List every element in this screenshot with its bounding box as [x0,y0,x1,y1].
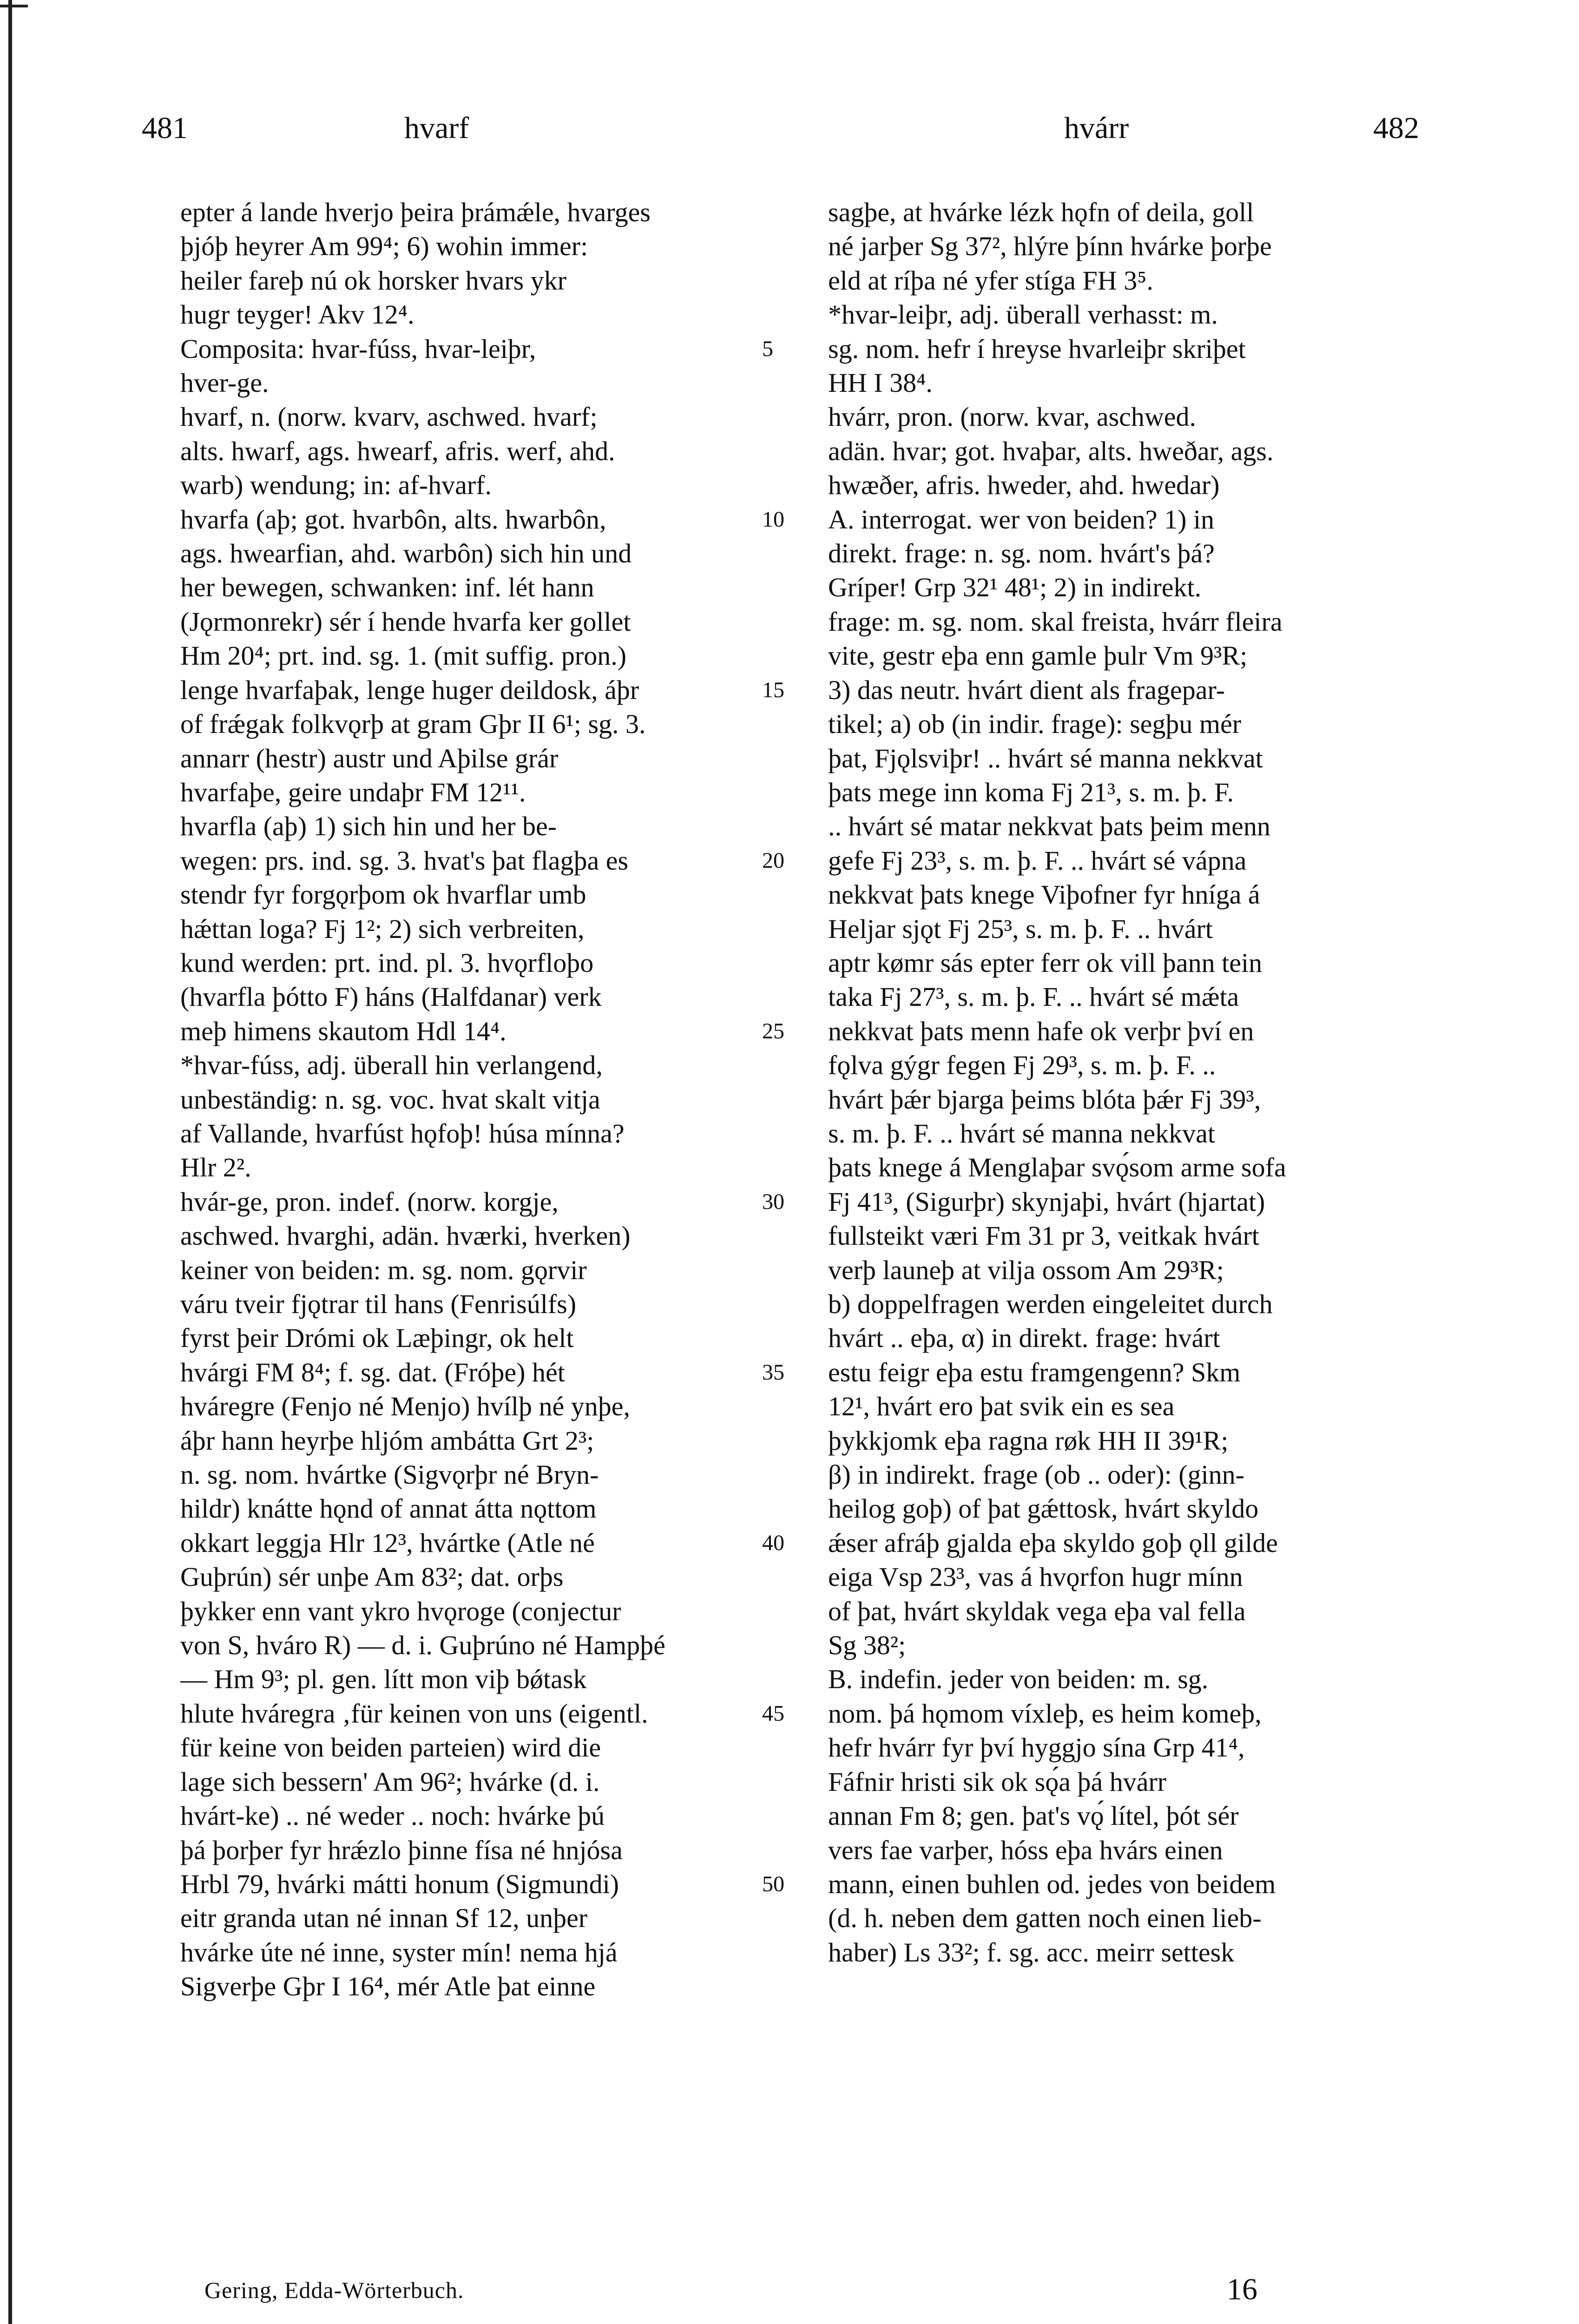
text-line: eld at ríþa né yfer stíga FH 3⁵. [828,265,1153,296]
text-line: þat, Fjǫlsviþr! .. hvárt sé manna nekkvat [828,743,1263,773]
text-line: kund werden: prt. ind. pl. 3. hvǫrfloþo [180,947,594,978]
text-line: af Vallande, hvarfúst hǫfoþ! húsa mínna? [180,1118,625,1149]
text-line: (d. h. neben dem gatten noch einen lieb- [828,1903,1262,1934]
text-line: heiler fareþ nú ok horsker hvars ykr [180,265,567,296]
left-page-number: 481 [142,111,188,145]
text-line: *hvar-fúss, adj. überall hin verlangend, [180,1050,603,1081]
text-line: tikel; a) ob (in indir. frage): segþu mér [828,709,1242,739]
text-line: Sigverþe Gþr I 16⁴, mér Atle þat einne [180,1971,596,2002]
text-line: fullsteikt væri Fm 31 pr 3, veitkak hvárt [828,1221,1259,1251]
text-line: — Hm 9³; pl. gen. lítt mon viþ bǿtask [180,1664,587,1695]
text-line: 12¹, hvárt ero þat svik ein es sea [828,1391,1175,1422]
text-line: HH I 38⁴. [828,368,933,398]
line-number: 25 [762,1018,784,1043]
text-line: Hlr 2². [180,1152,251,1183]
text-line: þá þorþer fyr hrǽzlo þinne físa né hnjósa [180,1835,623,1865]
text-line: of þat, hvárt skyldak vega eþa val fella [828,1596,1246,1626]
left-running-head: hvarf [404,111,469,145]
text-line: Heljar sjǫt Fj 25³, s. m. þ. F. .. hvárt [828,913,1213,944]
line-number: 20 [762,848,784,873]
signature-mark: Gering, Edda-Wörterbuch. [204,2277,464,2303]
text-line: hvárt þǽr bjarga þeims blóta þǽr Fj 39³, [828,1084,1261,1115]
text-line: sg. nom. hefr í hreyse hvarleiþr skriþet [828,333,1246,364]
text-line: Sg 38²; [828,1630,906,1661]
text-line: hvárke úte né inne, syster mín! nema hjá [180,1937,618,1967]
text-line: direkt. frage: n. sg. nom. hvárt's þá? [828,538,1215,569]
text-line: ǽser afráþ gjalda eþa skyldo goþ ǫll gilde [828,1527,1278,1558]
text-line: nom. þá hǫmom víxleþ, es heim komeþ, [828,1698,1262,1729]
text-line: þats mege inn koma Fj 21³, s. m. þ. F. [828,777,1234,807]
text-line: hefr hvárr fyr því hyggjo sína Grp 41⁴, [828,1732,1245,1763]
text-line: Hrbl 79, hvárki mátti honum (Sigmundi) [180,1868,619,1899]
text-line: taka Fj 27³, s. m. þ. F. .. hvárt sé mǽta [828,982,1239,1012]
text-line: eiga Vsp 23³, vas á hvǫrfon hugr mínn [828,1562,1243,1592]
text-line: þykkjomk eþa ragna røk HH II 39¹R; [828,1425,1229,1456]
text-line: þykker enn vant ykro hvǫroge (conjectur [180,1596,621,1626]
text-line: haber) Ls 33²; f. sg. acc. meirr settesk [828,1937,1235,1967]
text-line: annan Fm 8; gen. þat's vǫ́ lítel, þót sér [828,1801,1239,1831]
text-line: ags. hwearfian, ahd. warbôn) sich hin und [180,538,632,569]
text-line: hvár-ge, pron. indef. (norw. korgje, [180,1186,559,1217]
text-line: né jarþer Sg 37², hlýre þínn hvárke þorþe [828,231,1272,262]
text-line: vers fae varþer, hóss eþa hvárs einen [828,1835,1223,1865]
text-line: β) in indirekt. frage (ob .. oder): (ginn- [828,1459,1244,1490]
text-line: Gríper! Grp 32¹ 48¹; 2) in indirekt. [828,572,1202,603]
page-header [0,111,1579,148]
text-line: n. sg. nom. hvártke (Sigvǫrþr né Bryn- [180,1459,599,1490]
line-number: 30 [762,1189,784,1214]
text-line: alts. hwarf, ags. hwearf, afris. werf, ahd. [180,436,615,466]
text-line: sagþe, at hvárke lézk hǫfn of deila, goll [828,197,1254,227]
line-number: 35 [762,1360,784,1385]
line-number: 40 [762,1530,784,1555]
text-line: hvárt-ke) .. né weder .. noch: hvárke þú [180,1801,605,1831]
text-line: (Jǫrmonrekr) sér í hende hvarfa ker gollet [180,606,631,637]
scan-edge-line [8,0,12,2324]
text-line: nekkvat þats menn hafe ok verþr því en [828,1016,1254,1046]
text-line: heilog goþ) of þat gǽttosk, hvárt skyldo [828,1493,1259,1524]
text-line: hvárr, pron. (norw. kvar, aschwed. [828,402,1197,432]
text-line: mann, einen buhlen od. jedes von beidem [828,1868,1276,1899]
text-line: verþ launeþ at vilja ossom Am 29³R; [828,1254,1224,1285]
text-line: okkart leggja Hlr 12³, hvártke (Atle né [180,1527,595,1558]
text-line: hvarf, n. (norw. kvarv, aschwed. hvarf; [180,402,598,432]
text-line: stendr fyr forgǫrþom ok hvarflar umb [180,879,586,910]
text-line: aptr kømr sás epter ferr ok vill þann tein [828,947,1263,978]
text-line: eitr granda utan né innan Sf 12, unþer [180,1903,588,1934]
text-line: frage: m. sg. nom. skal freista, hvárr fleira [828,606,1283,637]
text-line: þats knege á Menglaþar svǫ́som arme sofa [828,1152,1286,1183]
right-running-head: hvárr [1064,111,1129,145]
line-number: 5 [762,336,773,361]
line-number: 50 [762,1871,784,1896]
text-line: unbeständig: n. sg. voc. hvat skalt vitja [180,1084,600,1115]
text-line: hvarfaþe, geire undaþr FM 12¹¹. [180,777,526,807]
text-line: von S, hváro R) — d. i. Guþrúno né Hampþé [180,1630,665,1661]
text-line: hvárt .. eþa, α) in direkt. frage: hvárt [828,1323,1220,1353]
text-line: Hm 20⁴; prt. ind. sg. 1. (mit suffig. pron.) [180,640,627,671]
text-line: hwæðer, afris. hweder, ahd. hwedar) [828,470,1220,501]
text-line: annarr (hestr) austr und Aþilse grár [180,743,559,773]
right-column [828,195,1400,1969]
text-line: adän. hvar; got. hvaþar, alts. hweðar, ags. [828,436,1274,466]
text-line: .. hvárt sé matar nekkvat þats þeim menn [828,811,1270,842]
text-line: lage sich bessern' Am 96²; hvárke (d. i. [180,1766,600,1797]
line-number: 45 [762,1701,784,1726]
text-line: A. interrogat. wer von beiden? 1) in [828,504,1215,535]
text-line: fǫlva gýgr fegen Fj 29³, s. m. þ. F. .. [828,1050,1216,1081]
text-line: váru tveir fjǫtrar til hans (Fenrisúlfs) [180,1289,577,1319]
text-line: *hvar-leiþr, adj. überall verhasst: m. [828,299,1218,330]
text-line: wegen: prs. ind. sg. 3. hvat's þat flagþa es [180,845,629,876]
text-line: epter á lande hverjo þeira þrámǽle, hvarges [180,197,651,227]
text-line: estu feigr eþa estu framgengenn? Skm [828,1357,1241,1387]
text-line: her bewegen, schwanken: inf. lét hann [180,572,594,603]
text-line: nekkvat þats knege Viþofner fyr hníga á [828,879,1260,910]
text-line: b) doppelfragen werden eingeleitet durch [828,1289,1273,1319]
line-number: 15 [762,677,784,702]
text-line: gefe Fj 23³, s. m. þ. F. .. hvárt sé vápna [828,845,1247,876]
text-line: s. m. þ. F. .. hvárt sé manna nekkvat [828,1118,1215,1149]
text-line: hvarfla (aþ) 1) sich hin und her be- [180,811,557,842]
text-line: hlute hváregra ‚für keinen von uns (eigentl. [180,1698,648,1729]
text-line: hváregre (Fenjo né Menjo) hvílþ né ynþe, [180,1391,630,1422]
text-line: meþ himens skautom Hdl 14⁴. [180,1016,507,1046]
text-line: B. indefin. jeder von beiden: m. sg. [828,1664,1209,1695]
text-line: áþr hann heyrþe hljóm ambátta Grt 2³; [180,1425,594,1456]
text-line: þjóþ heyrer Am 99⁴; 6) wohin immer: [180,231,588,262]
line-number: 10 [762,507,784,532]
text-line: für keine von beiden parteien) wird die [180,1732,601,1763]
text-line: warb) wendung; in: af-hvarf. [180,470,492,501]
text-line: hǽttan loga? Fj 1²; 2) sich verbreiten, [180,913,585,944]
text-line: (hvarfla þótto F) háns (Halfdanar) verk [180,982,602,1012]
text-line: hvárgi FM 8⁴; f. sg. dat. (Fróþe) hét [180,1357,565,1387]
text-line: hugr teyger! Akv 12⁴. [180,299,414,330]
scan-mark [0,5,28,7]
text-line: Fj 41³, (Sigurþr) skynjaþi, hvárt (hjartat) [828,1186,1265,1217]
text-line: of frǽgak folkvǫrþ at gram Gþr II 6¹; sg. 3. [180,709,646,739]
text-line: hildr) knátte hǫnd of annat átta nǫttom [180,1493,597,1524]
text-line: Guþrún) sér unþe Am 83²; dat. orþs [180,1562,564,1592]
text-line: Composita: hvar-fúss, hvar-leiþr, [180,333,536,364]
text-line: Fáfnir hristi sik ok sǫ́a þá hvárr [828,1766,1167,1797]
text-line: aschwed. hvarghi, adän. hværki, hverken) [180,1221,631,1251]
text-line: fyrst þeir Drómi ok Læþingr, ok helt [180,1323,574,1353]
text-line: 3) das neutr. hvárt dient als fragepar- [828,674,1225,705]
text-line: hver-ge. [180,368,269,398]
text-line: hvarfa (aþ; got. hvarbôn, alts. hwarbôn, [180,504,606,535]
sheet-number: 16 [1227,2272,1257,2306]
text-line: lenge hvarfaþak, lenge huger deildosk, áþr [180,674,639,705]
right-page-number: 482 [1373,111,1419,145]
text-line: keiner von beiden: m. sg. nom. gǫrvir [180,1254,587,1285]
left-column [180,195,752,2004]
text-line: vite, gestr eþa enn gamle þulr Vm 9³R; [828,640,1248,671]
